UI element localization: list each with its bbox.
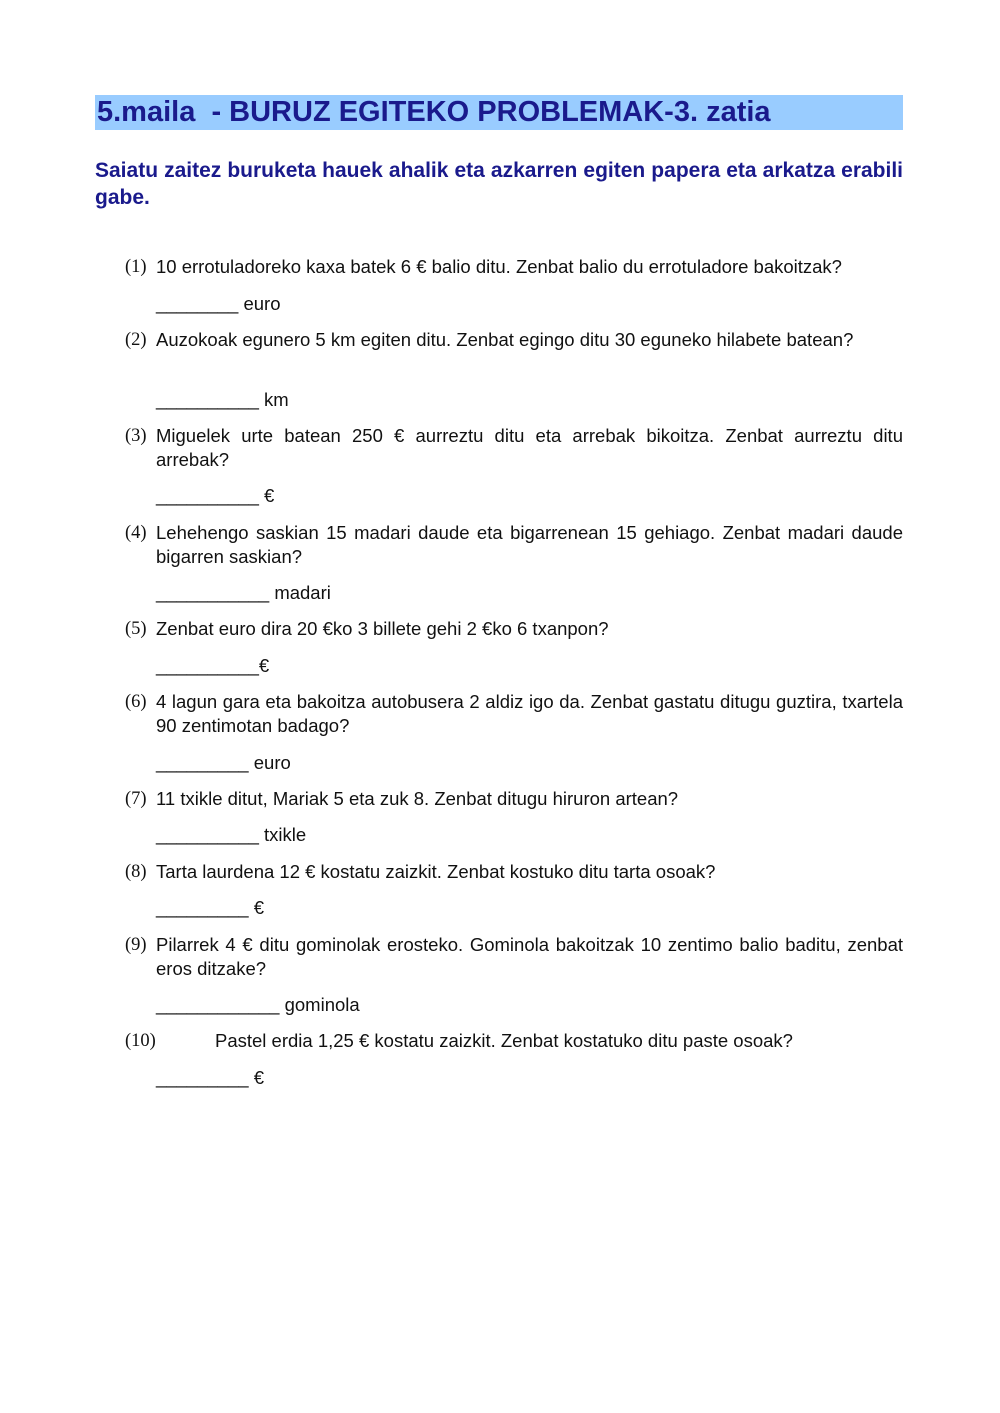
question-3 <box>125 424 903 472</box>
question-text: 11 txikle ditut, Mariak 5 eta zuk 8. Zenbat ditugu hiruron artean? <box>156 788 679 809</box>
question-number: (10) <box>125 1031 156 1051</box>
question-number: (1) <box>125 257 147 277</box>
question-number: (7) <box>125 789 147 809</box>
question-number: (6) <box>125 692 147 712</box>
answer-blank-10[interactable]: _________ € <box>156 1067 265 1088</box>
answer-blank-2[interactable]: __________ km <box>156 389 289 410</box>
answer-blank-8[interactable]: _________ € <box>156 897 265 918</box>
answer-blank-7[interactable]: __________ txikle <box>156 824 307 845</box>
page-title: 5.maila - BURUZ EGITEKO PROBLEMAK-3. zatia <box>95 95 903 130</box>
question-text: 4 lagun gara eta bakoitza autobusera 2 aldiz igo da. Zenbat gastatu ditugu guztira, txartela 90 zentimotan badago? <box>156 691 903 736</box>
question-number: (5) <box>125 619 147 639</box>
answer-blank-3[interactable]: __________ € <box>156 485 275 506</box>
question-text: Pastel erdia 1,25 € kostatu zaizkit. Zenbat kostatuko ditu paste osoak? <box>215 1030 793 1051</box>
question-9 <box>125 933 903 981</box>
question-number: (9) <box>125 935 147 955</box>
question-5 <box>125 617 903 641</box>
question-2 <box>125 328 903 352</box>
answer-blank-9[interactable]: ____________ gominola <box>156 994 360 1015</box>
question-4 <box>125 521 903 569</box>
question-number: (2) <box>125 330 147 350</box>
question-number: (8) <box>125 862 147 882</box>
question-number: (3) <box>125 426 147 446</box>
question-1 <box>125 255 903 279</box>
question-text: 10 errotuladoreko kaxa batek 6 € balio ditu. Zenbat balio du errotuladore bakoitzak? <box>156 256 842 277</box>
answer-blank-5[interactable]: __________€ <box>156 655 270 676</box>
answer-blank-6[interactable]: _________ euro <box>156 752 291 773</box>
question-text: Zenbat euro dira 20 €ko 3 billete gehi 2 €ko 6 txanpon? <box>156 618 609 639</box>
question-6 <box>125 690 903 738</box>
question-text: Tarta laurdena 12 € kostatu zaizkit. Zenbat kostuko ditu tarta osoak? <box>156 861 716 882</box>
question-text: Auzokoak egunero 5 km egiten ditu. Zenbat egingo ditu 30 eguneko hilabete batean? <box>156 329 854 350</box>
question-text: Lehehengo saskian 15 madari daude eta bigarrenean 15 gehiago. Zenbat madari daude bigarren saskian? <box>156 522 903 567</box>
answer-blank-1[interactable]: ________ euro <box>156 293 281 314</box>
question-7 <box>125 787 903 811</box>
instructions: Saiatu zaitez buruketa hauek ahalik eta azkarren egiten papera eta arkatza erabili gabe. <box>95 159 903 209</box>
question-8 <box>125 860 903 884</box>
question-10 <box>125 1029 903 1053</box>
answer-blank-4[interactable]: ___________ madari <box>156 582 331 603</box>
question-text: Miguelek urte batean 250 € aurreztu ditu eta arrebak bikoitza. Zenbat aurreztu ditu arrebak? <box>156 425 903 470</box>
question-text: Pilarrek 4 € ditu gominolak erosteko. Gominola bakoitzak 10 zentimo balio baditu, zenbat eros ditzake? <box>156 934 903 979</box>
question-number: (4) <box>125 523 147 543</box>
